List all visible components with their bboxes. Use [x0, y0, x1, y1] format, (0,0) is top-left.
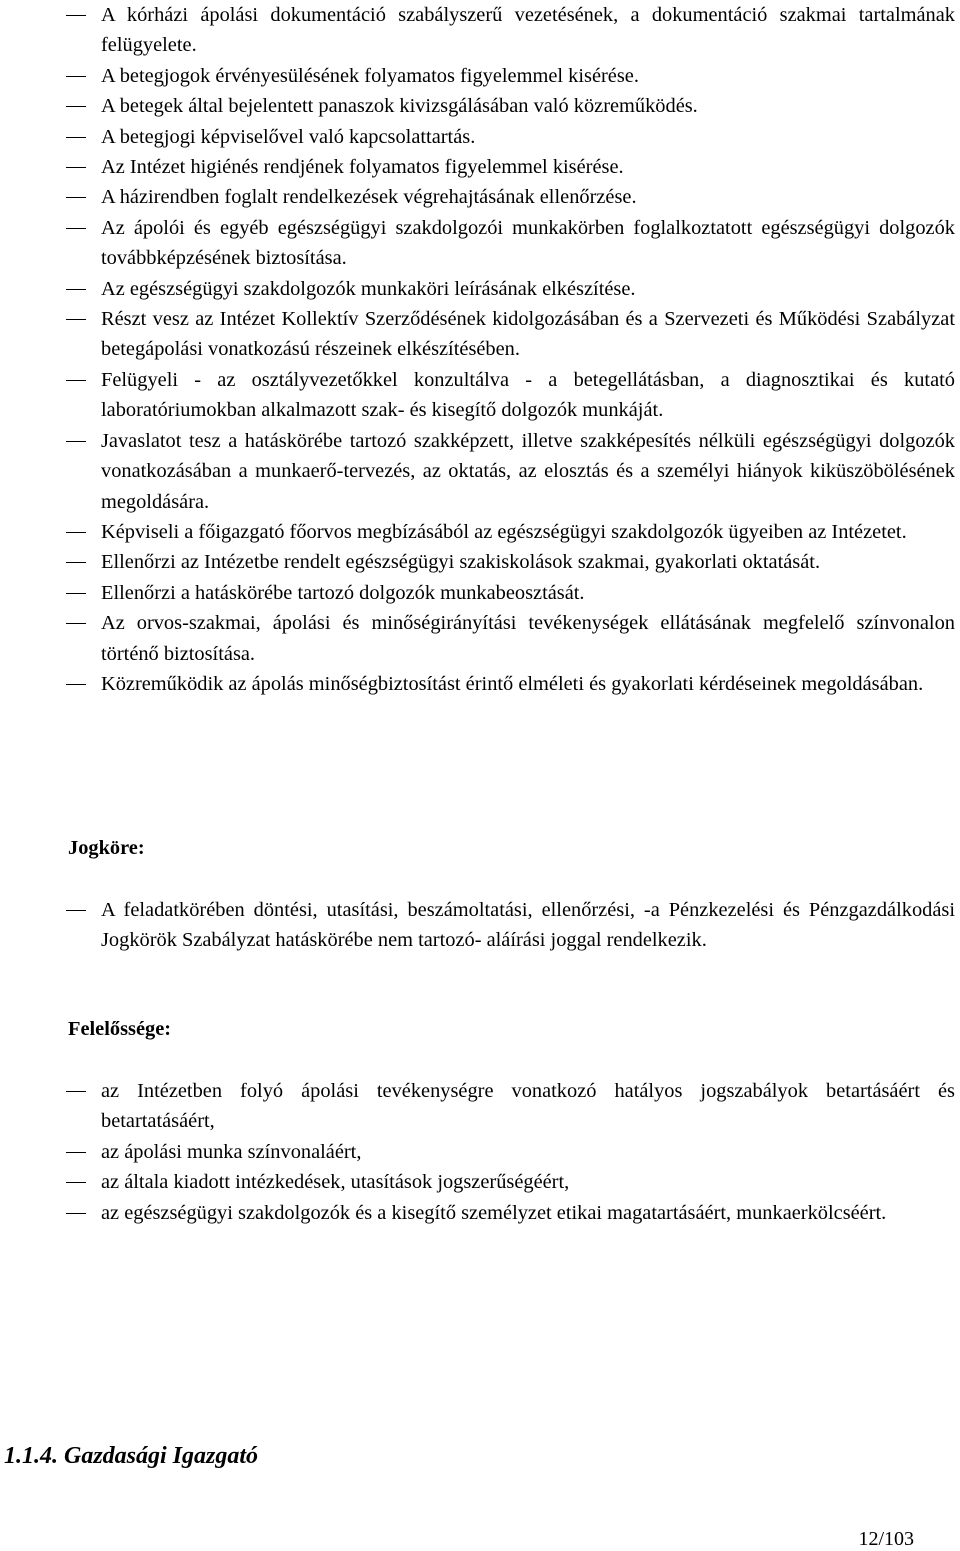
list-item — [0, 517, 960, 547]
list-item — [0, 0, 960, 61]
list-item-text: A betegjogi képviselővel való kapcsolattartás. — [101, 125, 476, 148]
list-item-text: az általa kiadott intézkedések, utasítások jogszerűségéért, — [101, 1171, 570, 1194]
list-item-text: az egészségügyi szakdolgozók és a kisegítő személyzet etikai magatartásáért, munkaerkölcséért. — [101, 1201, 887, 1224]
dash-bullet-icon — [66, 532, 86, 533]
dash-bullet-icon — [66, 167, 86, 168]
list-item — [0, 304, 960, 365]
list-item-text: Az egészségügyi szakdolgozók munkaköri leírásának elkészítése. — [101, 277, 636, 300]
list-item — [0, 608, 960, 669]
list-item — [0, 1076, 960, 1137]
list-item-text: Az Intézet higiénés rendjének folyamatos figyelemmel kisérése. — [101, 156, 624, 179]
dash-bullet-icon — [66, 197, 86, 198]
list-item-text: Ellenőrzi az Intézetbe rendelt egészségügyi szakiskolások szakmai, gyakorlati oktatását. — [101, 551, 821, 574]
list-item — [0, 426, 960, 517]
list-item-text: A betegjogok érvényesülésének folyamatos figyelemmel kisérése. — [101, 64, 639, 87]
list-item — [0, 1137, 960, 1167]
duties-list — [0, 0, 960, 699]
felelossege-heading: Felelőssége: — [68, 1018, 172, 1040]
list-item-text: Közreműködik az ápolás minőségbiztosítást érintő elméleti és gyakorlati kérdéseinek megoldásában. — [101, 672, 924, 695]
dash-bullet-icon — [66, 684, 86, 685]
page-number: 12/103 — [858, 1528, 914, 1550]
list-item — [0, 152, 960, 182]
jogkore-list — [0, 895, 960, 956]
list-item-text: Felügyeli - az osztályvezetőkkel konzultálva - a betegellátásban, a diagnosztikai és kutató laboratóriumokban alkalmazott szak- és kisegítő dolgozók munkáját. — [101, 368, 955, 422]
jogkore-heading: Jogköre: — [68, 837, 145, 859]
dash-bullet-icon — [66, 910, 86, 911]
list-item-text: Ellenőrzi a hatáskörébe tartozó dolgozók munkabeosztását. — [101, 581, 585, 604]
list-item — [0, 1198, 960, 1228]
list-item-text: A feladatkörében döntési, utasítási, beszámoltatási, ellenőrzési, -a Pénzkezelési és Pénzgazdálkodási Jogkörök Szabályzat hatáskörébe nem tartozó- aláírási joggal rendelkezik. — [101, 899, 955, 952]
list-item — [0, 1167, 960, 1197]
list-item-text: Részt vesz az Intézet Kollektív Szerződésének kidolgozásában és a Szervezeti és Működési Szabályzat betegápolási vonatkozású részeinek elkészítésében. — [101, 308, 955, 361]
list-item-text: A betegek által bejelentett panaszok kivizsgálásában való közreműködés. — [101, 95, 698, 118]
section-title: 1.1.4. Gazdasági Igazgató — [4, 1443, 259, 1469]
list-item-text: A kórházi ápolási dokumentáció szabályszerű vezetésének, a dokumentáció szakmai tartalmának felügyelete. — [101, 4, 955, 57]
list-item-text: A házirendben foglalt rendelkezések végrehajtásának ellenőrzése. — [101, 186, 637, 209]
felelossege-list — [0, 1076, 960, 1228]
list-item — [0, 274, 960, 304]
dash-bullet-icon — [66, 319, 86, 320]
list-item-text: Javaslatot tesz a hatáskörébe tartozó szakképzett, illetve szakképesítés nélküli egészségügyi dolgozók vonatkozásában a munkaerő-tervezés, az oktatás, az elosztás és a személyi hiányok kiküszöbölésének megoldására. — [101, 429, 955, 513]
list-item-text: Képviseli a főigazgató főorvos megbízásából az egészségügyi szakdolgozók ügyeiben az Intézetet. — [101, 520, 907, 543]
list-item — [0, 182, 960, 212]
dash-bullet-icon — [66, 623, 86, 624]
dash-bullet-icon — [66, 228, 86, 229]
list-item — [0, 91, 960, 121]
list-item — [0, 547, 960, 577]
list-item — [0, 578, 960, 608]
dash-bullet-icon — [66, 380, 86, 381]
list-item-text: az Intézetben folyó ápolási tevékenységre vonatkozó hatályos jogszabályok betartásáért és betartatásáért, — [101, 1080, 955, 1133]
dash-bullet-icon — [66, 1152, 86, 1153]
list-item-text: Az ápolói és egyéb egészségügyi szakdolgozói munkakörben foglalkoztatott egészségügyi dolgozók továbbképzésének biztosítása. — [101, 216, 955, 270]
dash-bullet-icon — [66, 1213, 86, 1214]
dash-bullet-icon — [66, 562, 86, 563]
dash-bullet-icon — [66, 1091, 86, 1092]
list-item-text: Az orvos-szakmai, ápolási és minőségirányítási tevékenységek ellátásának megfelelő színvonalon történő biztosítása. — [101, 612, 955, 665]
list-item — [0, 61, 960, 91]
list-item — [0, 669, 960, 699]
dash-bullet-icon — [66, 15, 86, 16]
dash-bullet-icon — [66, 593, 86, 594]
list-item — [0, 213, 960, 274]
dash-bullet-icon — [66, 441, 86, 442]
list-item — [0, 365, 960, 426]
list-item — [0, 895, 960, 956]
dash-bullet-icon — [66, 137, 86, 138]
dash-bullet-icon — [66, 76, 86, 77]
list-item — [0, 122, 960, 152]
list-item-text: az ápolási munka színvonaláért, — [101, 1140, 362, 1163]
dash-bullet-icon — [66, 1182, 86, 1183]
dash-bullet-icon — [66, 289, 86, 290]
dash-bullet-icon — [66, 106, 86, 107]
